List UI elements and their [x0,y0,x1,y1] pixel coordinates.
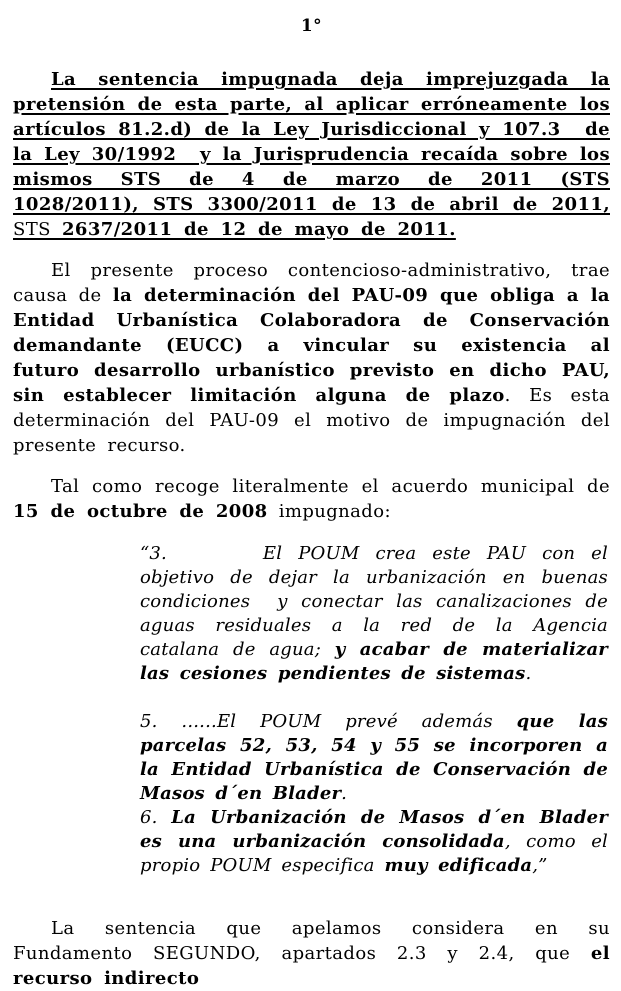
sentencia-paragraph [13,916,610,991]
section-number-heading: 1° [300,16,323,36]
text-segment: muy edificada [384,855,533,876]
text-segment: El presente proceso contencioso-administrativo, trae causa de [13,260,610,306]
text-segment: 15 de octubre de 2008 [13,501,268,522]
text-segment: que las parcelas 52, 53, 54 y 55 se incorporen a la Entidad Urbanística de Conservación de Masos d´en Blader [140,711,608,804]
text-segment: la determinación del PAU-09 que obliga a la Entidad Urbanística Colaboradora de Conservación demandante (EUCC) a vincular su existencia al futuro desarrollo urbanístico previsto en dicho PAU, sin establecer limitación alguna de plazo [13,285,611,406]
quote-point-3 [140,542,608,686]
text-segment: La Urbanización de Masos d´en Blader es una urbanización consolidada [140,807,609,852]
text-segment: STS [13,219,62,240]
text-segment: “3. El POUM crea este PAU con el objetivo de dejar la urbanización en buenas condiciones y conectar las canalizaciones de aguas residuales a la red de la Agencia catalana de agua; [140,543,608,660]
text-segment: y acabar de materializar las cesiones pendientes de sistemas [140,639,608,684]
text-segment: impugnado: [267,501,391,522]
text-segment: . [341,783,348,804]
text-segment: 6. [140,807,172,828]
text-segment: Tal como recoge literalmente el acuerdo municipal de [51,476,610,497]
quote-points-5-6 [140,710,608,878]
text-segment: . [525,663,532,684]
text-segment: 5. ......El POUM prevé además [140,711,517,732]
text-segment: La sentencia impugnada deja imprejuzgada la pretensión de esta parte, al aplicar erróneamente los artículos 81.2.d) de la Ley Jurisdiccional y 107.3 de la Ley 30/1992 y la Jurisprudencia recaída sobre los mismos STS de 4 de marzo de 2011 (STS 1028/2011), STS 3300/2011 de 13 de abril de 2011, [13,69,610,215]
text-segment: . Es esta determinación del PAU-09 el motivo de impugnación del presente recurso. [13,385,610,456]
text-segment: , como el propio POUM especifica [140,831,609,876]
text-segment: La sentencia que apelamos considera en su Fundamento SEGUNDO, apartados 2.3 y 2.4, que [13,918,610,964]
process-paragraph [13,258,610,458]
plea-paragraph [13,67,610,242]
document-body [13,67,610,991]
text-segment: el recurso indirecto [13,943,610,989]
text-segment: 2637/2011 de 12 de mayo de 2011. [62,219,456,240]
text-segment: ,” [532,855,548,876]
acuerdo-intro-paragraph [13,474,610,524]
